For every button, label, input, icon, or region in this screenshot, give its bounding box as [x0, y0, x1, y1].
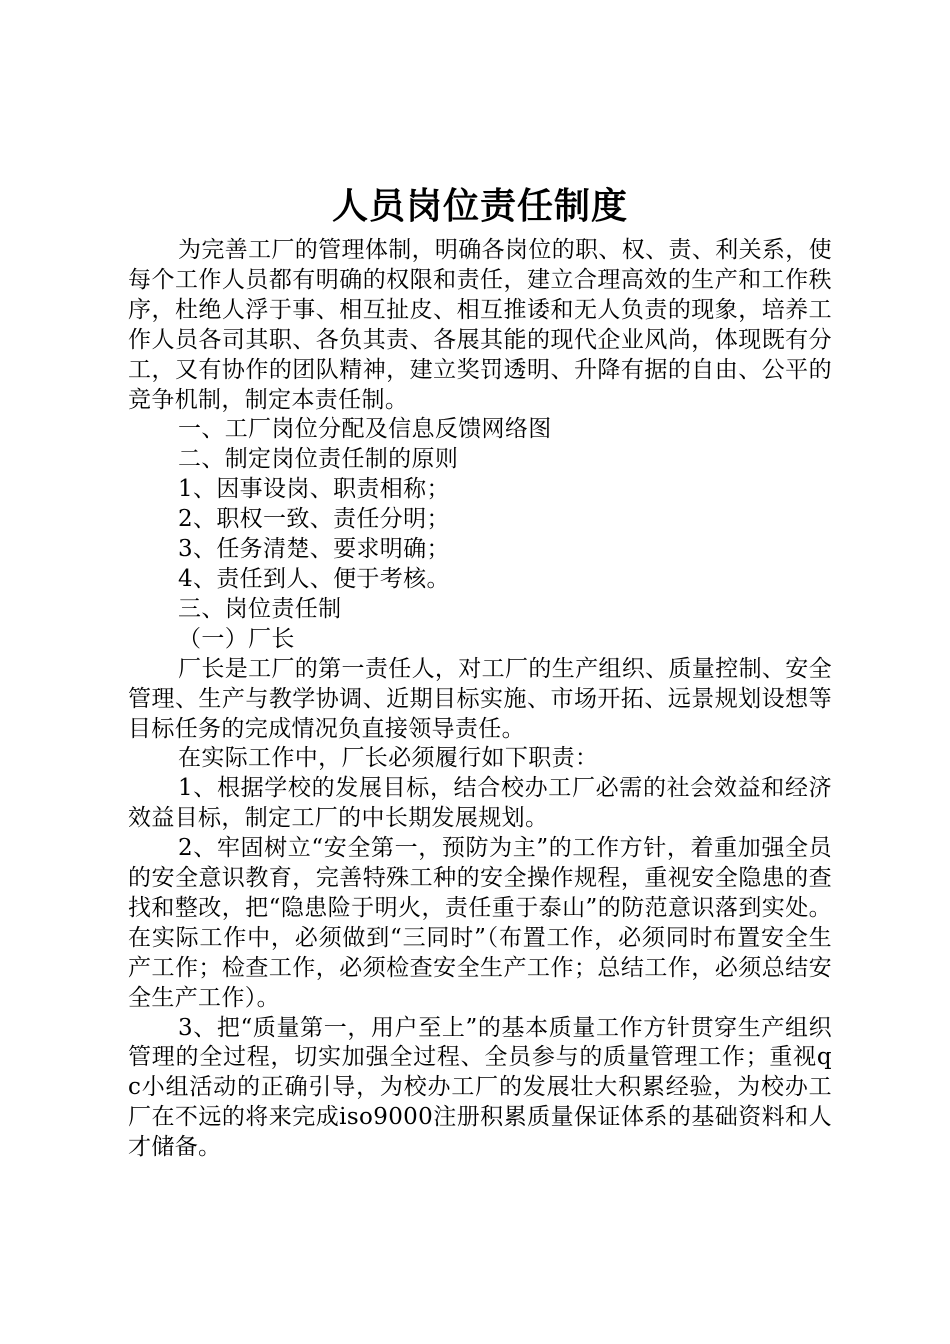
intro-paragraph: 为完善工厂的管理体制，明确各岗位的职、权、责、利关系，使每个工作人员都有明确的权限和责任，建立合理高效的生产和工作秩序，杜绝人浮于事、相互扯皮、相互推诿和无人负责的现象，培养工作人员各司其职、各负其责、各展其能的现代企业风尚，体现既有分工，又有协作的团队精神，建立奖罚透明、升降有据的自由、公平的竞争机制，制定本责任制。	[128, 237, 832, 413]
principle-item-3: 3、任务清楚、要求明确；	[178, 536, 450, 563]
principle-item-2: 2、职权一致、责任分明；	[178, 506, 450, 533]
subsection-heading-director: （一）厂长	[178, 625, 295, 652]
document-page	[128, 178, 832, 1163]
section-heading-2: 二、制定岗位责任制的原则	[178, 446, 459, 473]
director-duties-intro: 在实际工作中，厂长必须履行如下职责：	[178, 745, 599, 772]
principle-item-1: 1、因事设岗、职责相称；	[178, 476, 450, 503]
section-heading-1: 一、工厂岗位分配及信息反馈网络图	[178, 416, 552, 443]
section-heading-3: 三、岗位责任制	[178, 595, 342, 622]
document-title: 人员岗位责任制度	[331, 186, 628, 227]
principle-item-4: 4、责任到人、便于考核。	[178, 565, 450, 592]
duty-item-3: 3、把“质量第一，用户至上”的基本质量工作方针贯穿生产组织管理的全过程，切实加强全过程、全员参与的质量管理工作；重视qc小组活动的正确引导，为校办工厂的发展壮大积累经验，为校办工厂在不远的将来完成iso9000注册积累质量保证体系的基础资料和人才储备。	[128, 1014, 832, 1161]
duty-item-2: 2、牢固树立“安全第一，预防为主”的工作方针，着重加强全员的安全意识教育，完善特殊工种的安全操作规程，重视安全隐患的查找和整改，把“隐患险于明火，责任重于泰山”的防范意识落到实处。在实际工作中，必须做到“三同时”（布置工作，必须同时布置安全生产工作；检查工作，必须检查安全生产工作；总结工作，必须总结安全生产工作）。	[128, 835, 832, 1011]
director-responsibility-paragraph: 厂长是工厂的第一责任人，对工厂的生产组织、质量控制、安全管理、生产与教学协调、近期目标实施、市场开拓、远景规划设想等目标任务的完成情况负直接领导责任。	[128, 655, 832, 742]
duty-item-1: 1、根据学校的发展目标，结合校办工厂必需的社会效益和经济效益目标，制定工厂的中长期发展规划。	[128, 775, 832, 832]
